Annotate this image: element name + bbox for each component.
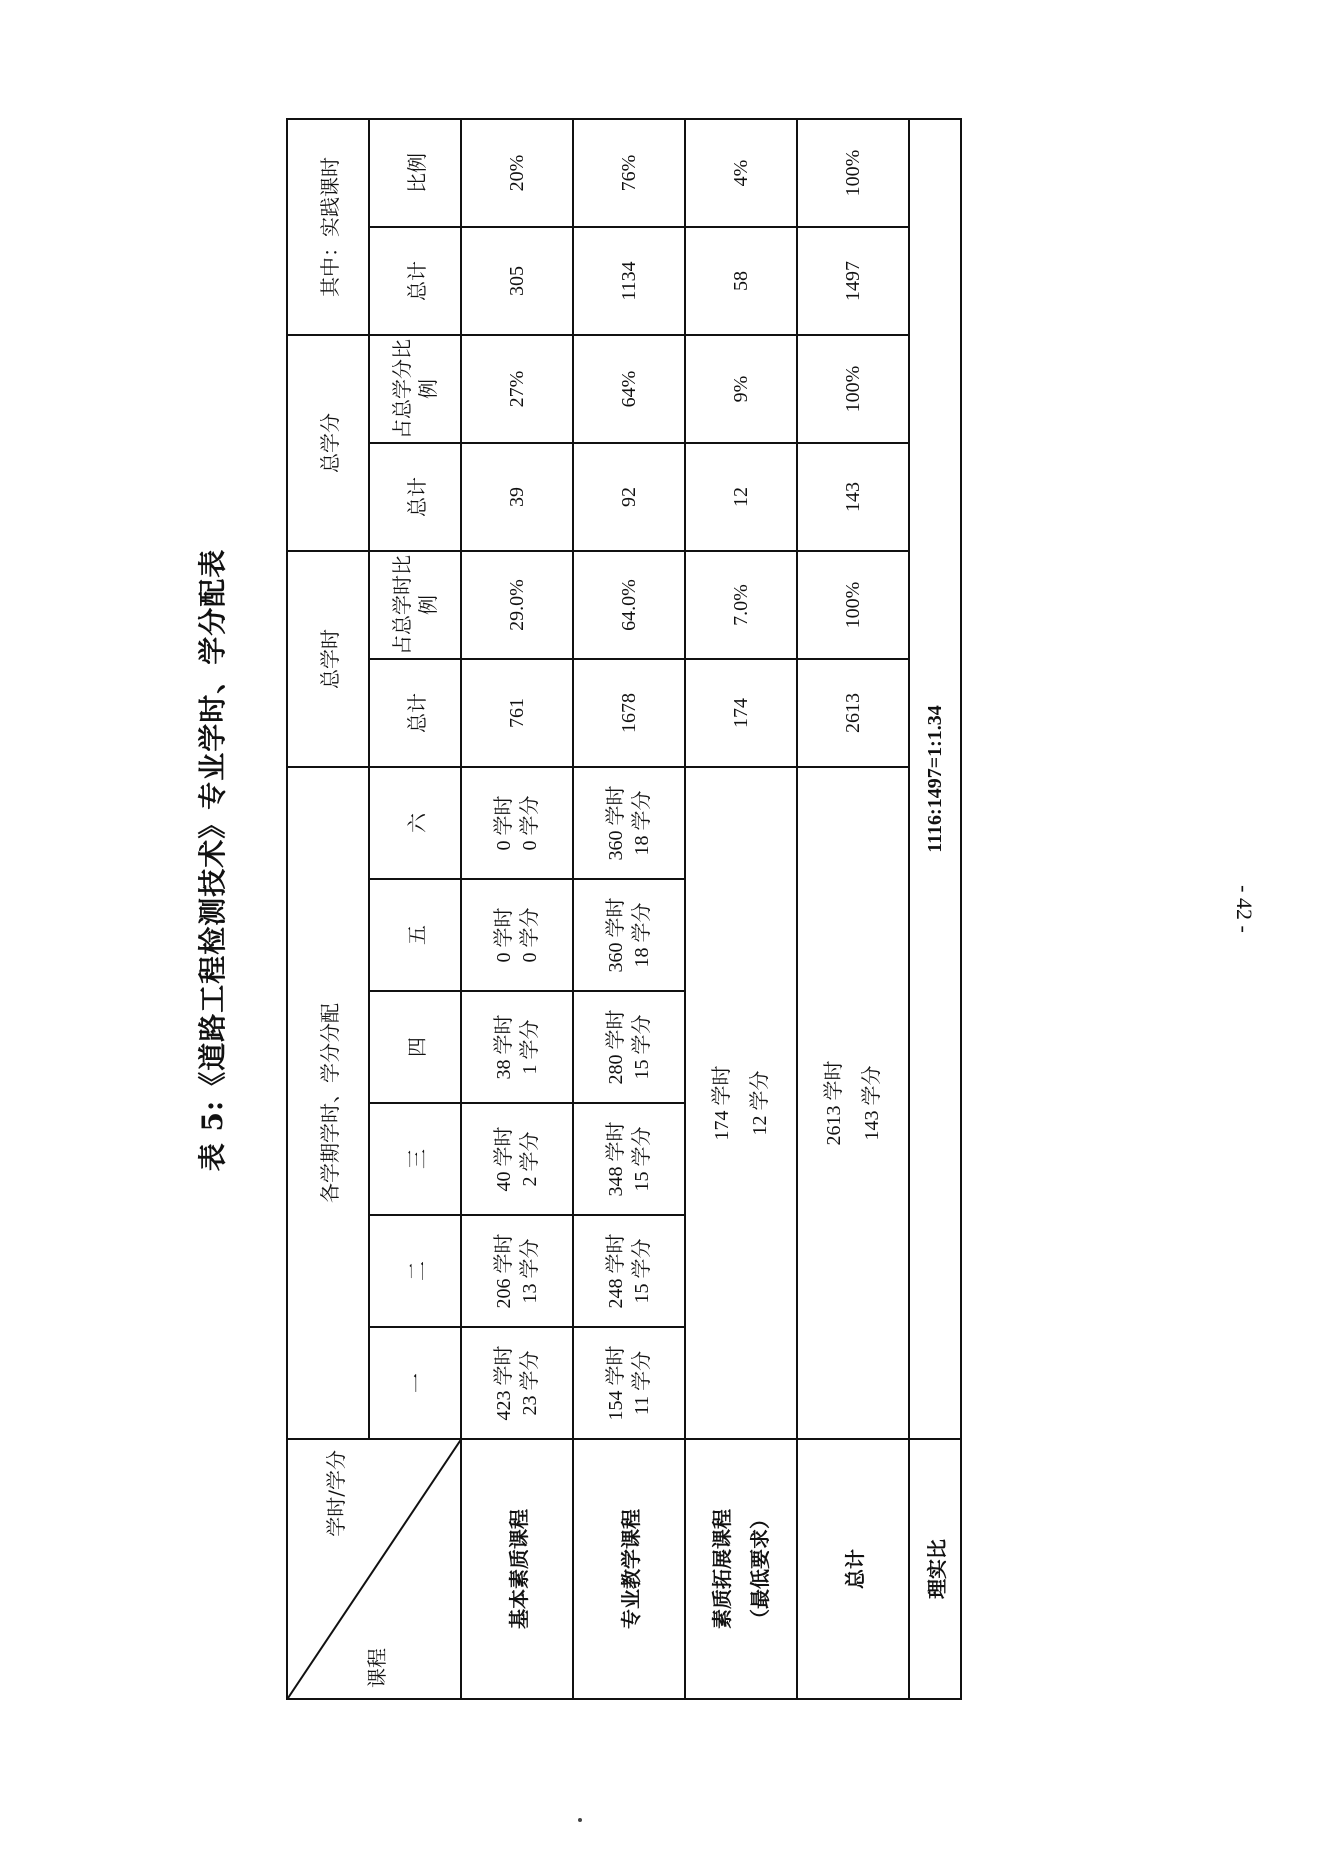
page-number: - 42 - — [1231, 885, 1257, 933]
hours-value: 423 学时 — [493, 1345, 515, 1421]
credit-hours-table — [286, 118, 962, 1700]
merged-hours-value: 174 学时 — [711, 1065, 733, 1141]
practice-total-col-header: 总计 — [369, 227, 461, 335]
hours-value: 0 学时 — [493, 795, 515, 851]
credits-value: 18 学分 — [631, 790, 653, 856]
semester-cell — [461, 1327, 573, 1439]
table-row — [461, 119, 573, 1699]
practice-total-cell: 1134 — [573, 227, 685, 335]
practice-ratio-col-header: 比例 — [369, 119, 461, 227]
semester-cell — [461, 991, 573, 1103]
semester-3-header: 三 — [369, 1103, 461, 1215]
row-label: 专业教学课程 — [573, 1439, 685, 1699]
practice-group-header: 其中：实践课时 — [287, 119, 369, 335]
credits-value: 13 学分 — [519, 1238, 541, 1304]
header-row-groups — [287, 119, 369, 1699]
semester-cell — [573, 1215, 685, 1327]
hours-value: 40 学时 — [493, 1126, 515, 1192]
merged-semester-cell — [685, 767, 797, 1439]
ratio-row — [909, 119, 961, 1699]
practice-ratio-cell: 20% — [461, 119, 573, 227]
total-hours-col-header: 总计 — [369, 659, 461, 767]
row-label: 基本素质课程 — [461, 1439, 573, 1699]
semester-cell — [573, 1103, 685, 1215]
total-hours-group-header: 总学时 — [287, 551, 369, 767]
semester-1-header: 一 — [369, 1327, 461, 1439]
practice-ratio-cell: 4% — [685, 119, 797, 227]
credits-value: 23 学分 — [519, 1350, 541, 1416]
row-label-line2: （最低要求） — [748, 1509, 772, 1629]
hours-value: 360 学时 — [605, 897, 627, 973]
total-credits-group-header: 总学分 — [287, 335, 369, 551]
credits-value: 0 学分 — [519, 795, 541, 851]
total-credits-cell: 12 — [685, 443, 797, 551]
hours-ratio-cell: 64.0% — [573, 551, 685, 659]
hours-ratio-col-header: 占总学时比例 — [369, 551, 461, 659]
ratio-label: 理实比 — [909, 1439, 961, 1699]
semester-5-header: 五 — [369, 879, 461, 991]
total-hours-cell: 174 — [685, 659, 797, 767]
table-row-total — [797, 119, 909, 1699]
hours-value: 280 学时 — [605, 1009, 627, 1085]
total-hours-cell: 2613 — [797, 659, 909, 767]
scan-speck — [578, 1818, 582, 1822]
semester-cell — [573, 1327, 685, 1439]
table-row — [573, 119, 685, 1699]
hours-value: 348 学时 — [605, 1121, 627, 1197]
semesters-group-header: 各学期学时、学分分配 — [287, 767, 369, 1439]
semester-cell — [573, 767, 685, 879]
practice-ratio-cell: 100% — [797, 119, 909, 227]
credits-ratio-col-header: 占总学分比例 — [369, 335, 461, 443]
row-label — [685, 1439, 797, 1699]
row-label-line1: 素质拓展课程 — [710, 1509, 734, 1629]
hours-value: 206 学时 — [493, 1233, 515, 1309]
hours-value: 248 学时 — [605, 1233, 627, 1309]
merged-semester-cell — [797, 767, 909, 1439]
total-credits-col-header: 总计 — [369, 443, 461, 551]
hours-ratio-cell: 100% — [797, 551, 909, 659]
semester-cell — [461, 1215, 573, 1327]
credits-value: 15 学分 — [631, 1238, 653, 1304]
total-credits-cell: 92 — [573, 443, 685, 551]
total-credits-cell: 39 — [461, 443, 573, 551]
semester-cell — [573, 879, 685, 991]
credits-value: 15 学分 — [631, 1014, 653, 1080]
credits-value: 18 学分 — [631, 902, 653, 968]
credits-value: 15 学分 — [631, 1126, 653, 1192]
hours-value: 0 学时 — [493, 907, 515, 963]
table-row — [685, 119, 797, 1699]
semester-2-header: 二 — [369, 1215, 461, 1327]
credits-ratio-cell: 100% — [797, 335, 909, 443]
rotated-page — [178, 20, 1316, 1700]
semester-4-header: 四 — [369, 991, 461, 1103]
practice-ratio-cell: 76% — [573, 119, 685, 227]
merged-hours-value: 2613 学时 — [823, 1060, 845, 1146]
credits-value: 11 学分 — [631, 1350, 653, 1416]
hours-value: 360 学时 — [605, 785, 627, 861]
merged-credits-value: 12 学分 — [749, 1070, 771, 1136]
hours-value: 38 学时 — [493, 1014, 515, 1080]
credits-ratio-cell: 64% — [573, 335, 685, 443]
table-title: 表 5:《道路工程检测技术》专业学时、学分配表 — [196, 548, 229, 1172]
hours-value: 154 学时 — [605, 1345, 627, 1421]
total-hours-cell: 1678 — [573, 659, 685, 767]
total-credits-cell: 143 — [797, 443, 909, 551]
corner-bottom-label: 课程 — [365, 1648, 389, 1688]
hours-ratio-cell: 29.0% — [461, 551, 573, 659]
row-label: 总计 — [797, 1439, 909, 1699]
semester-cell — [461, 767, 573, 879]
merged-credits-value: 143 学分 — [861, 1065, 883, 1141]
credits-value: 2 学分 — [519, 1131, 541, 1187]
practice-total-cell: 305 — [461, 227, 573, 335]
semester-6-header: 六 — [369, 767, 461, 879]
semester-cell — [573, 991, 685, 1103]
ratio-value: 1116:1497=1:1.34 — [909, 119, 961, 1439]
practice-total-cell: 1497 — [797, 227, 909, 335]
credits-value: 1 学分 — [519, 1019, 541, 1075]
credits-value: 0 学分 — [519, 907, 541, 963]
hours-ratio-cell: 7.0% — [685, 551, 797, 659]
corner-top-label: 学时/学分 — [324, 1450, 348, 1537]
credits-ratio-cell: 27% — [461, 335, 573, 443]
practice-total-cell: 58 — [685, 227, 797, 335]
credits-ratio-cell: 9% — [685, 335, 797, 443]
total-hours-cell: 761 — [461, 659, 573, 767]
corner-header-cell — [287, 1439, 461, 1699]
semester-cell — [461, 879, 573, 991]
semester-cell — [461, 1103, 573, 1215]
